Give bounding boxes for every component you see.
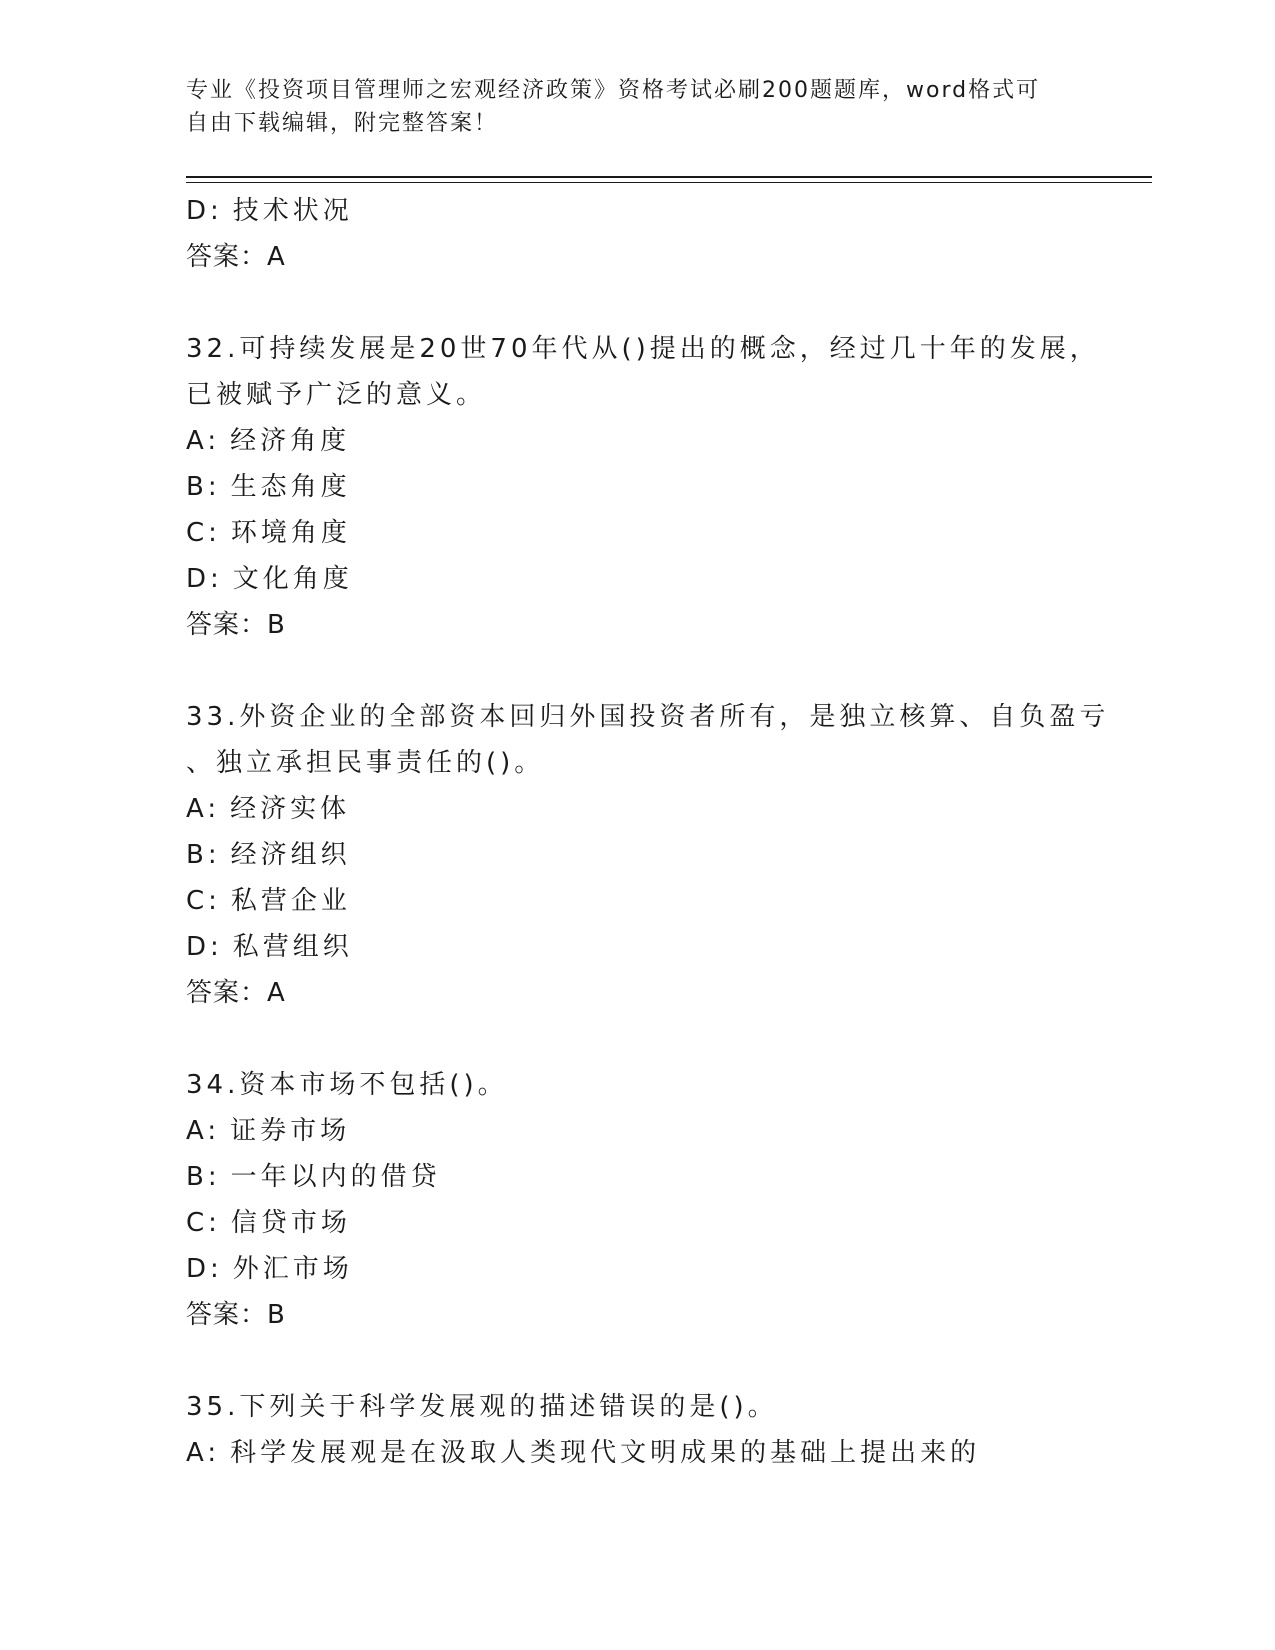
option-text: 经济组织 [230,840,351,870]
option-label: A: [186,794,221,824]
option-text: 外汇市场 [232,1254,353,1284]
question-stem-line: 34.资本市场不包括()。 [186,1070,508,1100]
question-stem-line: 、独立承担民事责任的()。 [186,748,545,778]
option-text: 经济角度 [230,426,351,456]
question-stem-line: 33.外资企业的全部资本回归外国投资者所有，是独立核算、自负盈亏 [186,702,1110,732]
option-label: C: [186,518,221,548]
page-header [186,74,1086,140]
question-item [186,1384,1086,1476]
option-line [186,418,1086,464]
answer-line: 答案：A [186,978,286,1008]
question-item [186,326,1100,648]
option-label: D: [186,196,223,226]
option-line [186,878,1086,924]
question-item [186,694,1110,1016]
option-text: 环境角度 [230,518,351,548]
answer-line: 答案：B [186,610,286,640]
spacer [186,648,1086,694]
question-stem [186,1384,1086,1430]
question-stem [186,326,1100,418]
option-line [186,832,1086,878]
header-line-1: 专业《投资项目管理师之宏观经济政策》资格考试必刷200题题库，word格式可 [186,78,1041,103]
option-text: 科学发展观是在汲取人类现代文明成果的基础上提出来的 [230,1438,981,1468]
option-line [186,1108,1086,1154]
spacer [186,280,1086,326]
option-label: D: [186,932,223,962]
option-line [186,510,1086,556]
option-label: A: [186,1116,221,1146]
question-stem [186,694,1110,786]
question-stem-line: 32.可持续发展是20世70年代从()提出的概念，经过几十年的发展， [186,334,1100,364]
option-label: A: [186,1438,221,1468]
option-text: 证券市场 [230,1116,351,1146]
continued-question [186,188,1086,280]
option-label: B: [186,1162,221,1192]
option-line [186,188,1086,234]
spacer [186,1338,1086,1384]
header-divider [186,176,1152,178]
option-text: 私营组织 [232,932,353,962]
option-text: 文化角度 [232,564,353,594]
option-text: 技术状况 [232,196,353,226]
option-line [186,1154,1086,1200]
header-line-2: 自由下载编辑，附完整答案！ [186,111,499,136]
option-label: B: [186,840,221,870]
question-stem [186,1062,1086,1108]
option-text: 私营企业 [230,886,351,916]
question-stem-line: 已被赋予广泛的意义。 [186,380,487,410]
option-label: B: [186,472,221,502]
answer-line: 答案：B [186,1300,286,1330]
option-line [186,1246,1086,1292]
option-text: 生态角度 [230,472,351,502]
option-line [186,556,1086,602]
option-label: D: [186,564,223,594]
option-text: 一年以内的借贷 [230,1162,441,1192]
option-line [186,464,1086,510]
question-list [186,188,1110,1476]
answer-line: 答案：A [186,242,286,272]
option-line [186,786,1086,832]
option-label: C: [186,886,221,916]
option-text: 信贷市场 [230,1208,351,1238]
spacer [186,1016,1086,1062]
option-line [186,1200,1086,1246]
option-label: A: [186,426,221,456]
option-line [186,1430,1086,1476]
question-item [186,1062,1086,1338]
option-label: C: [186,1208,221,1238]
question-stem-line: 35.下列关于科学发展观的描述错误的是()。 [186,1392,778,1422]
option-text: 经济实体 [230,794,351,824]
option-line [186,924,1086,970]
header-divider-thin [186,182,1152,183]
option-label: D: [186,1254,223,1284]
